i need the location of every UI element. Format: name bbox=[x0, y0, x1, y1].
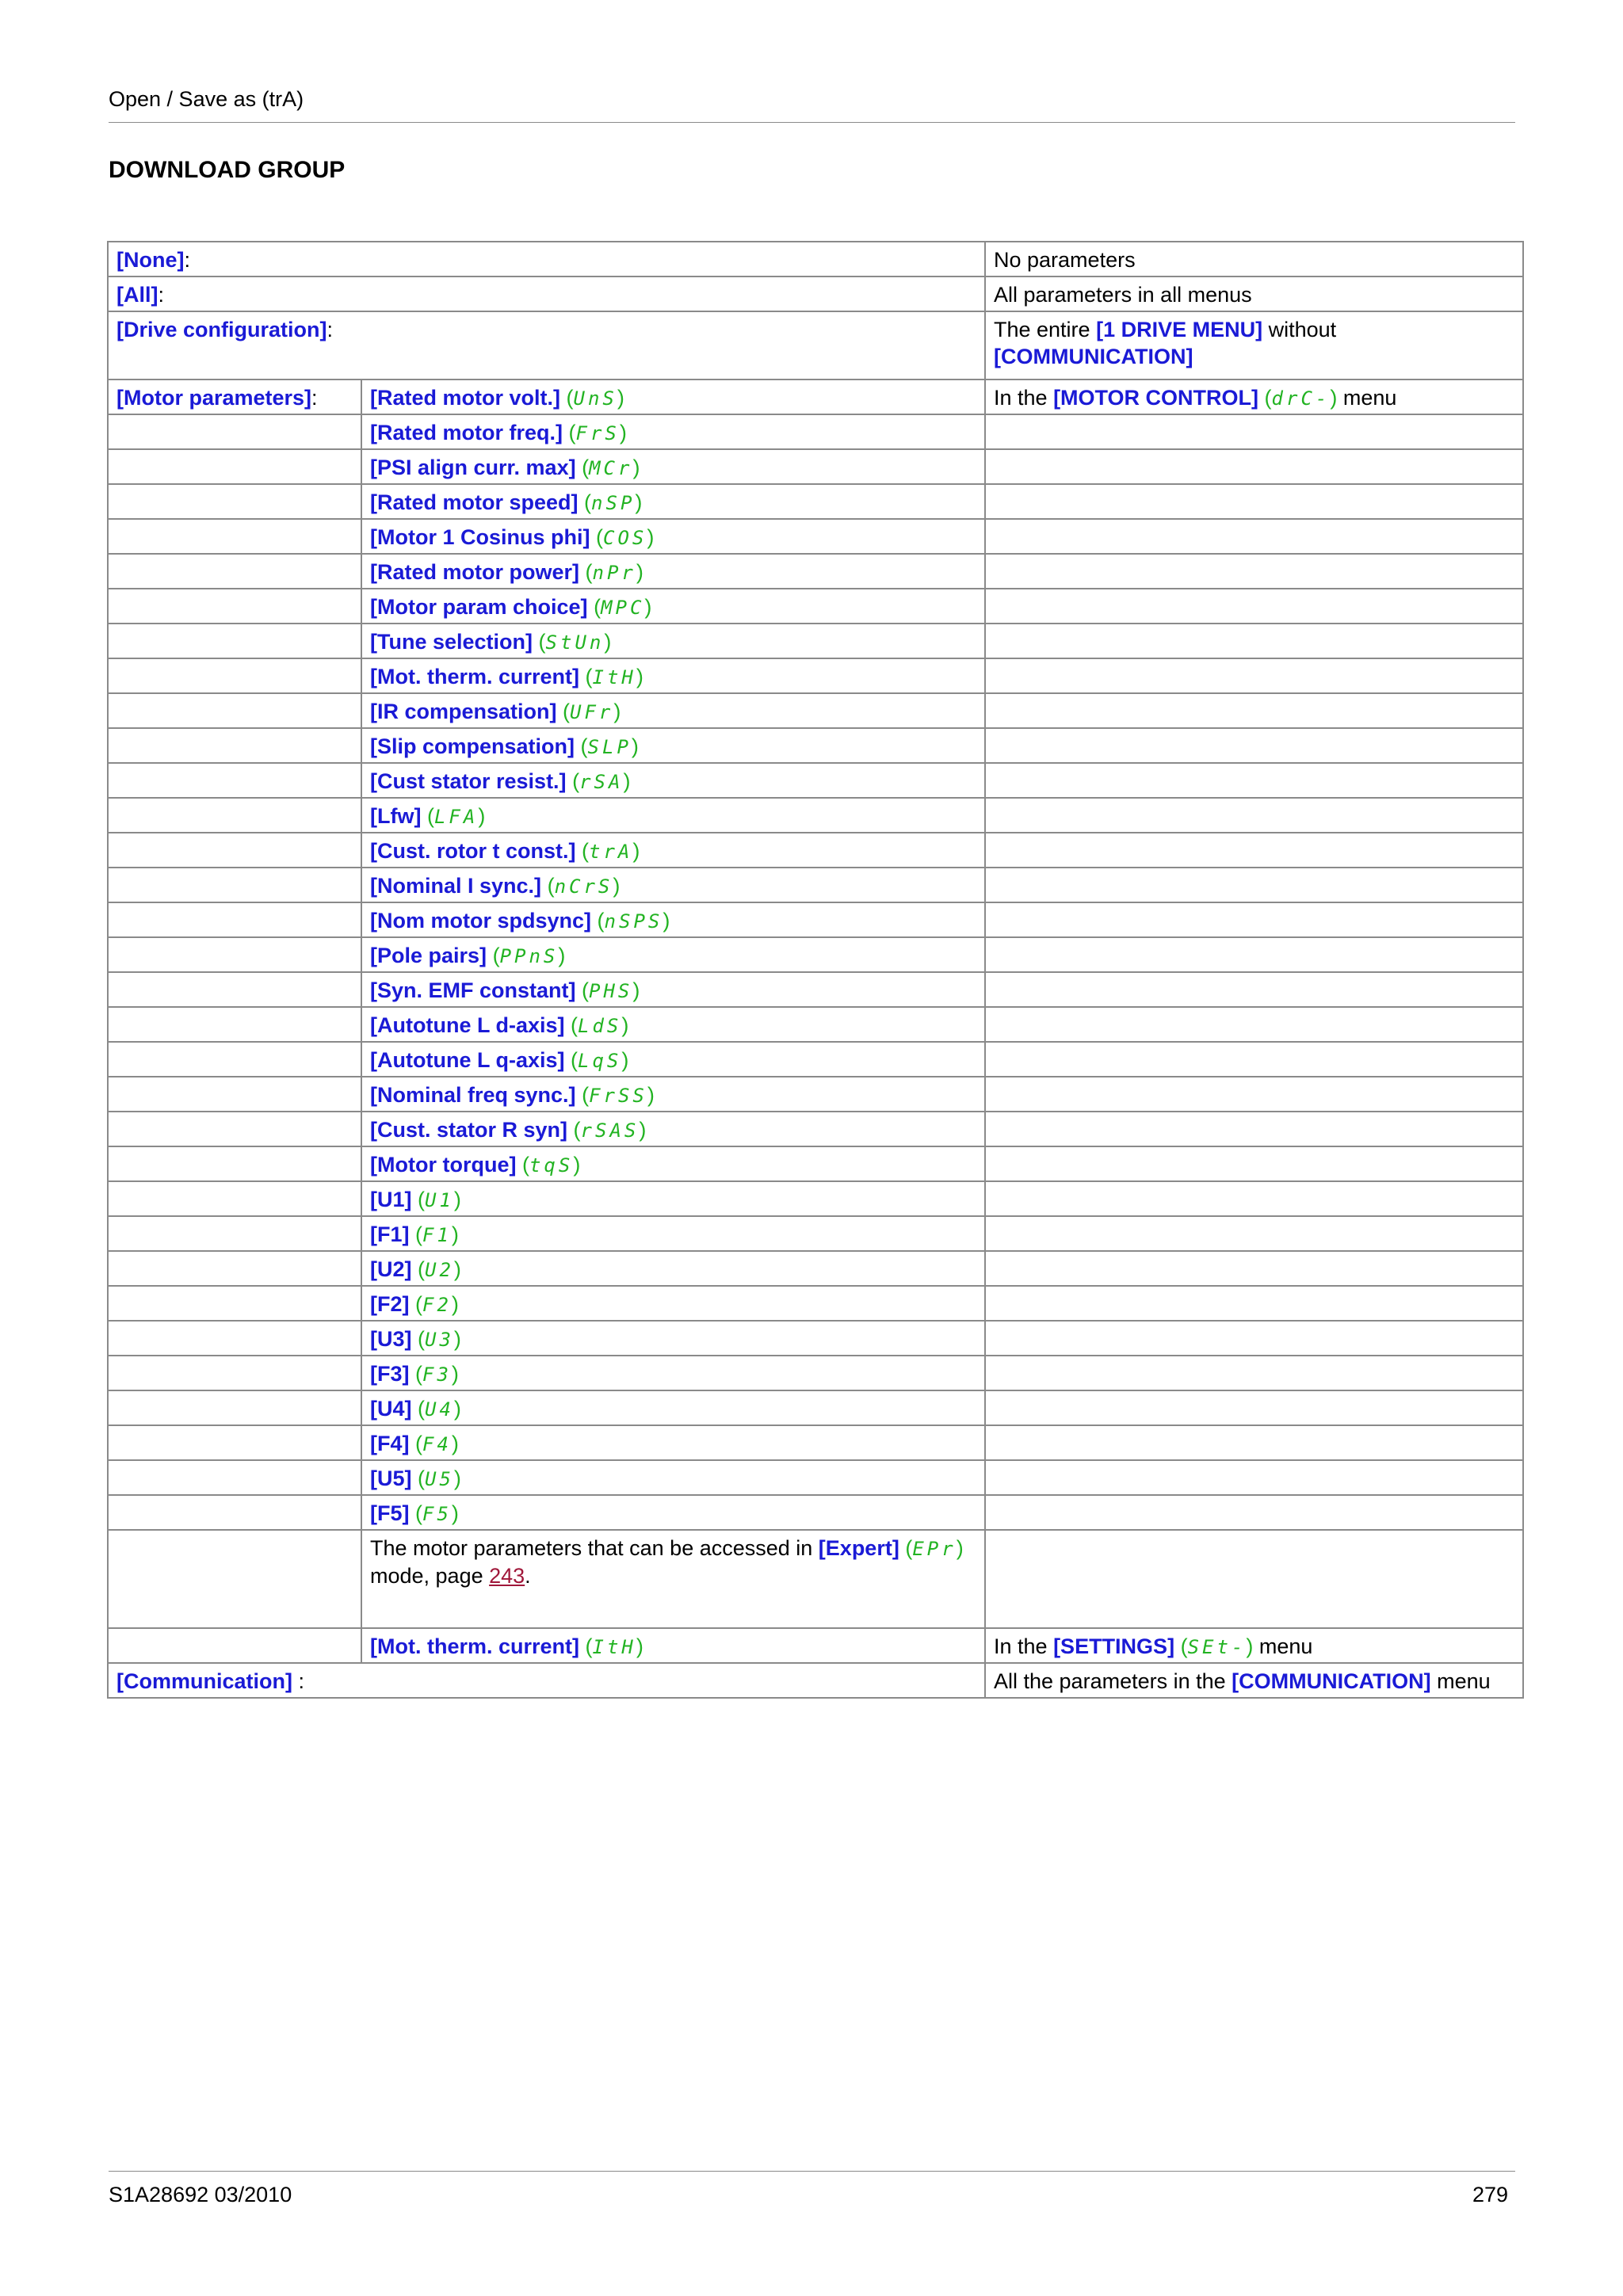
param-code: trA bbox=[589, 841, 633, 863]
row-settings-param bbox=[108, 1628, 1523, 1663]
row-motor-param bbox=[108, 1077, 1523, 1112]
param-code: U3 bbox=[425, 1329, 454, 1351]
param-name: [Cust stator resist.] bbox=[370, 769, 567, 793]
param-name: [Pole pairs] bbox=[370, 944, 487, 967]
param-code: PHS bbox=[589, 980, 633, 1002]
param-code: nSP bbox=[591, 492, 636, 514]
motor-param-cell: [Rated motor power] (nPr) bbox=[361, 554, 985, 589]
cell-label: [All]: bbox=[108, 277, 985, 311]
option-motor-parameters[interactable]: [Motor parameters] bbox=[116, 386, 312, 410]
motor-param-cell: [F5] (F5) bbox=[361, 1495, 985, 1530]
motor-param-cell: [Nominal freq sync.] (FrSS) bbox=[361, 1077, 985, 1112]
cell-desc: All the parameters in the [COMMUNICATION] menu bbox=[985, 1663, 1523, 1698]
cell-desc: In the [MOTOR CONTROL] (drC-) menu bbox=[985, 379, 1523, 414]
param-code: nSPS bbox=[604, 910, 663, 933]
cell-desc: The entire [1 DRIVE MENU] without [COMMUNICATION] bbox=[985, 311, 1523, 379]
motor-param-cell: [U3] (U3) bbox=[361, 1321, 985, 1356]
motor-param-cell: [F1] (F1) bbox=[361, 1216, 985, 1251]
param-name: [Cust. stator R syn] bbox=[370, 1118, 568, 1142]
motor-param-cell: [IR compensation] (UFr) bbox=[361, 693, 985, 728]
motor-param-cell: [Mot. therm. current] (ItH) bbox=[361, 1628, 985, 1663]
motor-param-cell: [Nom motor spdsync] (nSPS) bbox=[361, 902, 985, 937]
row-motor-param bbox=[108, 414, 1523, 449]
param-name: [Motor 1 Cosinus phi] bbox=[370, 525, 590, 549]
communication-ref: [COMMUNICATION] bbox=[1232, 1669, 1431, 1693]
param-code: U2 bbox=[425, 1259, 454, 1281]
param-name: [F3] bbox=[370, 1362, 410, 1386]
motor-param-cell: [Rated motor speed] (nSP) bbox=[361, 484, 985, 519]
param-name: [IR compensation] bbox=[370, 700, 557, 723]
row-motor-param bbox=[108, 1181, 1523, 1216]
param-name: [Syn. EMF constant] bbox=[370, 978, 576, 1002]
param-name: [PSI align curr. max] bbox=[370, 456, 576, 479]
param-code: F2 bbox=[422, 1294, 452, 1316]
row-motor-param bbox=[108, 1216, 1523, 1251]
motor-param-cell: [U1] (U1) bbox=[361, 1181, 985, 1216]
param-name: [Mot. therm. current] bbox=[370, 1634, 580, 1658]
cell-label: [Motor parameters]: bbox=[108, 379, 361, 414]
row-motor-param bbox=[108, 519, 1523, 554]
param-name: [Nominal freq sync.] bbox=[370, 1083, 576, 1107]
param-code: UnS bbox=[573, 387, 617, 410]
param-name: [U5] bbox=[370, 1466, 412, 1490]
cell-label: [Communication] : bbox=[108, 1663, 985, 1698]
param-name: [Cust. rotor t const.] bbox=[370, 839, 576, 863]
option-drive-configuration[interactable]: [Drive configuration] bbox=[116, 318, 327, 341]
param-name: [Motor torque] bbox=[370, 1153, 517, 1177]
row-motor-param bbox=[108, 693, 1523, 728]
footer-divider bbox=[109, 2171, 1515, 2172]
motor-param-cell: [Autotune L q-axis] (LqS) bbox=[361, 1042, 985, 1077]
page-link[interactable]: 243 bbox=[489, 1564, 525, 1588]
param-name: [F1] bbox=[370, 1222, 410, 1246]
row-motor-param bbox=[108, 1146, 1523, 1181]
param-code: nPr bbox=[592, 562, 636, 584]
row-motor-param bbox=[108, 1251, 1523, 1286]
motor-control-ref: [MOTOR CONTROL] bbox=[1053, 386, 1259, 410]
motor-param-cell: [Motor param choice] (MPC) bbox=[361, 589, 985, 624]
motor-param-cell: [Lfw] (LFA) bbox=[361, 798, 985, 833]
header-divider bbox=[109, 122, 1515, 123]
row-motor-param bbox=[108, 902, 1523, 937]
param-code: F5 bbox=[422, 1503, 452, 1525]
option-all[interactable]: [All] bbox=[116, 283, 158, 307]
cell-desc: In the [SETTINGS] (SEt-) menu bbox=[985, 1628, 1523, 1663]
cell-label: [Drive configuration]: bbox=[108, 311, 985, 379]
row-communication bbox=[108, 1663, 1523, 1698]
param-code: rSA bbox=[579, 771, 624, 793]
document-id: S1A28692 03/2010 bbox=[109, 2183, 292, 2206]
motor-param-cell: [U2] (U2) bbox=[361, 1251, 985, 1286]
param-name: [U3] bbox=[370, 1327, 412, 1351]
row-motor-param bbox=[108, 833, 1523, 868]
param-code: rSAS bbox=[580, 1119, 640, 1142]
row-motor-param bbox=[108, 1495, 1523, 1530]
cell-label: [None]: bbox=[108, 242, 985, 277]
row-motor-param bbox=[108, 589, 1523, 624]
cell-desc: No parameters bbox=[985, 242, 1523, 277]
motor-param-cell: [Mot. therm. current] (ItH) bbox=[361, 658, 985, 693]
row-motor-param bbox=[108, 1112, 1523, 1146]
row-motor-param bbox=[108, 1425, 1523, 1460]
settings-ref: [SETTINGS] bbox=[1053, 1634, 1175, 1658]
motor-param-cell: [Syn. EMF constant] (PHS) bbox=[361, 972, 985, 1007]
motor-param-cell: [Motor torque] (tqS) bbox=[361, 1146, 985, 1181]
param-name: [Autotune L q-axis] bbox=[370, 1048, 565, 1072]
param-name: [F4] bbox=[370, 1432, 410, 1455]
param-name: [Slip compensation] bbox=[370, 734, 575, 758]
param-code: F4 bbox=[422, 1433, 452, 1455]
motor-param-cell: [Motor 1 Cosinus phi] (COS) bbox=[361, 519, 985, 554]
param-name: [Rated motor power] bbox=[370, 560, 580, 584]
param-name: [Tune selection] bbox=[370, 630, 533, 654]
row-motor-param bbox=[108, 868, 1523, 902]
row-motor-param bbox=[108, 1007, 1523, 1042]
param-code: nCrS bbox=[554, 875, 613, 898]
motor-param-cell: [F3] (F3) bbox=[361, 1356, 985, 1390]
row-motor-param bbox=[108, 1286, 1523, 1321]
row-motor-param bbox=[108, 1460, 1523, 1495]
param-name: [Rated motor freq.] bbox=[370, 421, 563, 444]
row-motor-param bbox=[108, 728, 1523, 763]
param-name: [Nominal I sync.] bbox=[370, 874, 542, 898]
param-code: MCr bbox=[589, 457, 633, 479]
param-code: LqS bbox=[578, 1050, 622, 1072]
section-title: DOWNLOAD GROUP bbox=[109, 157, 346, 183]
option-none[interactable]: [None] bbox=[116, 248, 185, 272]
row-motor-param bbox=[108, 658, 1523, 693]
cell-desc: All parameters in all menus bbox=[985, 277, 1523, 311]
row-motor-param bbox=[108, 449, 1523, 484]
param-code: SLP bbox=[587, 736, 632, 758]
row-all bbox=[108, 277, 1523, 311]
page-header-title: Open / Save as (trA) bbox=[109, 87, 304, 111]
row-motor-param bbox=[108, 972, 1523, 1007]
motor-param-cell: [U5] (U5) bbox=[361, 1460, 985, 1495]
param-name: [Rated motor volt.] bbox=[370, 386, 560, 410]
row-none bbox=[108, 242, 1523, 277]
param-name: [U2] bbox=[370, 1257, 412, 1281]
download-group-table bbox=[107, 241, 1524, 1699]
row-motor-param bbox=[108, 937, 1523, 972]
motor-param-cell: [Autotune L d-axis] (LdS) bbox=[361, 1007, 985, 1042]
row-motor-param bbox=[108, 798, 1523, 833]
param-code: U1 bbox=[425, 1189, 454, 1211]
row-motor-parameters bbox=[108, 379, 1523, 414]
row-motor-param bbox=[108, 624, 1523, 658]
param-name: [Autotune L d-axis] bbox=[370, 1013, 565, 1037]
motor-param-cell: [PSI align curr. max] (MCr) bbox=[361, 449, 985, 484]
motor-param-cell: [Cust. stator R syn] (rSAS) bbox=[361, 1112, 985, 1146]
row-motor-param bbox=[108, 1356, 1523, 1390]
param-code: ItH bbox=[592, 666, 636, 688]
motor-param-cell: [F4] (F4) bbox=[361, 1425, 985, 1460]
drive-menu-ref: [1 DRIVE MENU] bbox=[1096, 318, 1263, 341]
param-code: ItH bbox=[592, 1636, 636, 1658]
param-code: F3 bbox=[422, 1363, 452, 1386]
row-motor-param bbox=[108, 763, 1523, 798]
param-code: tqS bbox=[529, 1154, 574, 1177]
option-communication[interactable]: [Communication] bbox=[116, 1669, 292, 1693]
param-code: FrSS bbox=[589, 1085, 647, 1107]
row-expert-note bbox=[108, 1530, 1523, 1628]
param-code: UFr bbox=[570, 701, 614, 723]
expert-note-cell: The motor parameters that can be accessed in [Expert] (EPr) mode, page 243. bbox=[361, 1530, 985, 1628]
motor-param-cell: [U4] (U4) bbox=[361, 1390, 985, 1425]
row-motor-param bbox=[108, 1321, 1523, 1356]
motor-param-cell: [Rated motor volt.] (UnS) bbox=[361, 379, 985, 414]
param-code: LdS bbox=[578, 1015, 622, 1037]
param-code: F1 bbox=[422, 1224, 452, 1246]
param-code: PPnS bbox=[499, 945, 559, 967]
param-code: U4 bbox=[425, 1398, 454, 1421]
row-drive-configuration bbox=[108, 311, 1523, 379]
param-code: MPC bbox=[601, 597, 645, 619]
param-name: [Motor param choice] bbox=[370, 595, 588, 619]
param-code: U5 bbox=[425, 1468, 454, 1490]
motor-param-cell: [F2] (F2) bbox=[361, 1286, 985, 1321]
param-name: [Lfw] bbox=[370, 804, 422, 828]
page-number: 279 bbox=[1472, 2183, 1508, 2206]
param-name: [U1] bbox=[370, 1188, 412, 1211]
motor-param-cell: [Nominal I sync.] (nCrS) bbox=[361, 868, 985, 902]
row-motor-param bbox=[108, 484, 1523, 519]
param-code: COS bbox=[603, 527, 647, 549]
row-motor-param bbox=[108, 1042, 1523, 1077]
param-name: [F2] bbox=[370, 1292, 410, 1316]
expert-ref: [Expert] bbox=[818, 1536, 899, 1560]
param-name: [Nom motor spdsync] bbox=[370, 909, 592, 933]
motor-param-cell: [Cust. rotor t const.] (trA) bbox=[361, 833, 985, 868]
motor-param-cell: [Tune selection] (StUn) bbox=[361, 624, 985, 658]
param-code: LFA bbox=[433, 806, 479, 828]
motor-param-cell: [Slip compensation] (SLP) bbox=[361, 728, 985, 763]
motor-param-cell: [Cust stator resist.] (rSA) bbox=[361, 763, 985, 798]
row-motor-param bbox=[108, 554, 1523, 589]
param-name: [Mot. therm. current] bbox=[370, 665, 580, 688]
param-code: FrS bbox=[575, 422, 620, 444]
param-name: [F5] bbox=[370, 1501, 410, 1525]
param-name: [Rated motor speed] bbox=[370, 490, 579, 514]
communication-ref: [COMMUNICATION] bbox=[994, 345, 1193, 368]
motor-param-cell: [Rated motor freq.] (FrS) bbox=[361, 414, 985, 449]
motor-param-cell: [Pole pairs] (PPnS) bbox=[361, 937, 985, 972]
param-code: StUn bbox=[545, 631, 605, 654]
row-motor-param bbox=[108, 1390, 1523, 1425]
param-name: [U4] bbox=[370, 1397, 412, 1421]
